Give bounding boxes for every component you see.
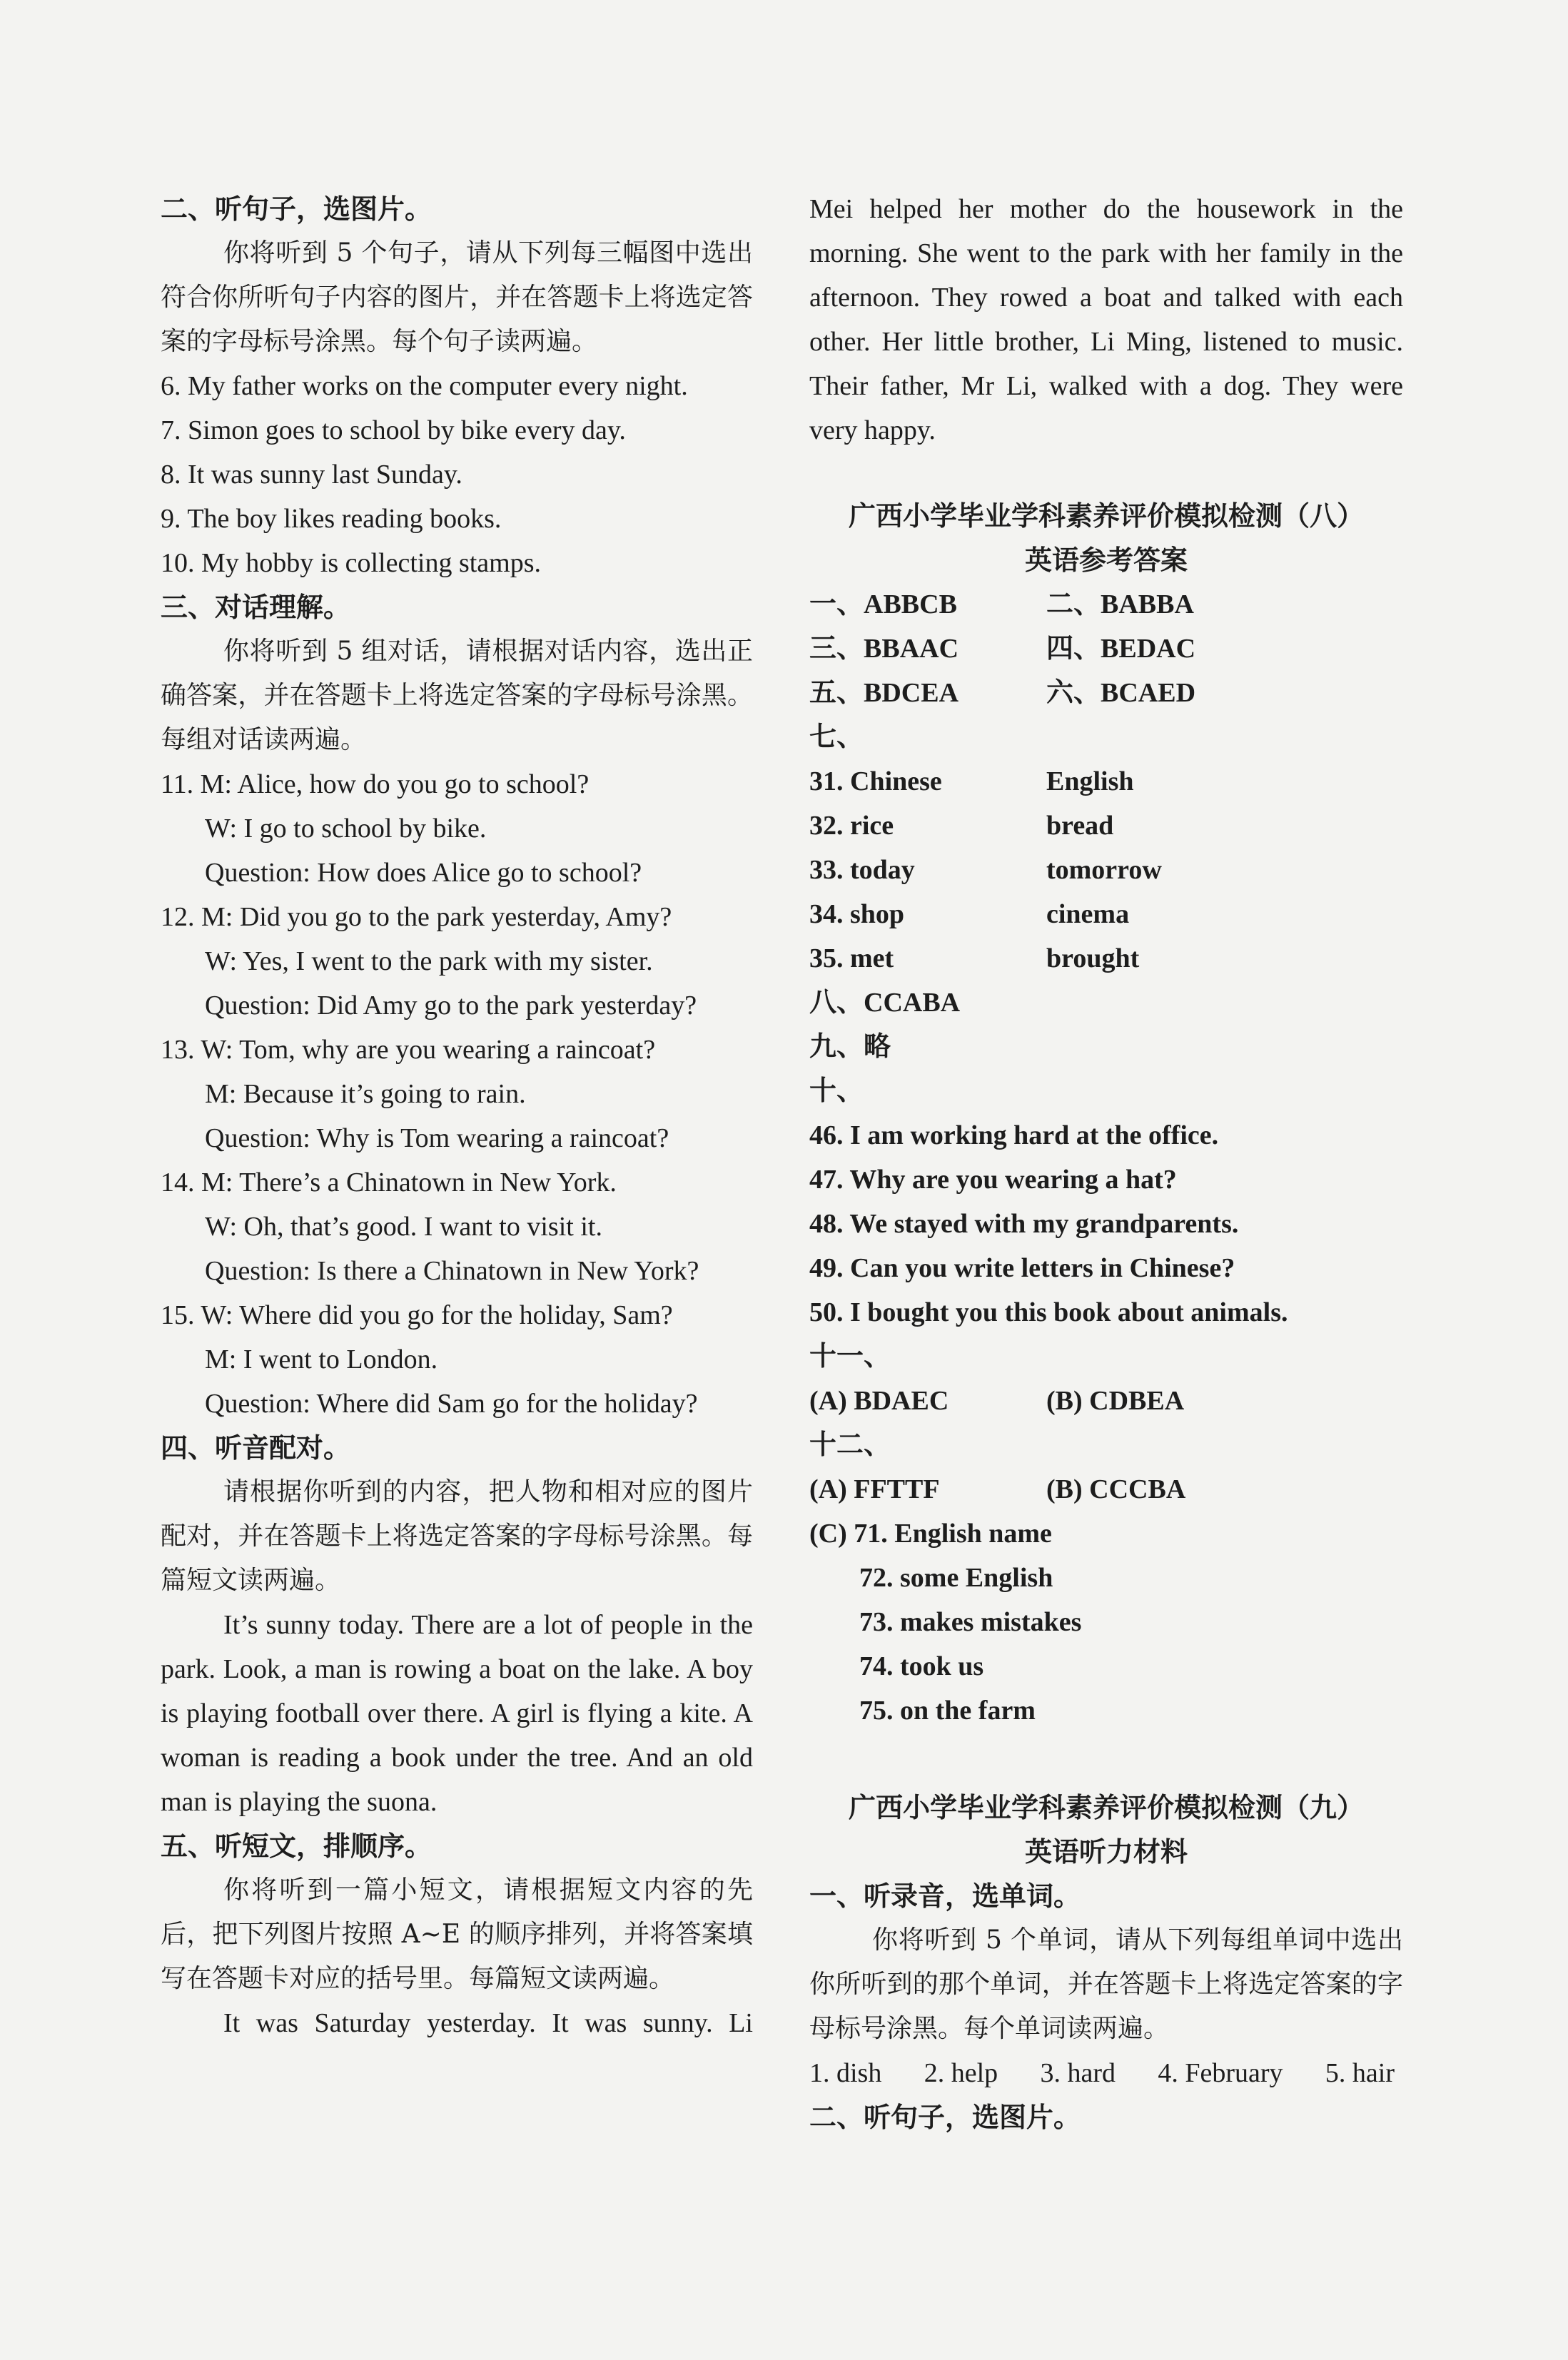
answer-cell: (B) CCCBA <box>1046 1474 1186 1504</box>
exam-title: 广西小学毕业学科素养评价模拟检测（八） <box>848 500 1364 532</box>
sentence-item: 8. It was sunny last Sunday. <box>161 460 462 490</box>
answer-cell: English <box>1046 766 1134 796</box>
answer-label <box>809 1335 1403 1379</box>
exam-subtitle: 英语参考答案 <box>1024 545 1188 576</box>
answer-label <box>809 1069 1403 1113</box>
answer-cell: 八、CCABA <box>809 988 961 1018</box>
answer-cell: 73. makes mistakes <box>859 1607 1082 1637</box>
answer-label <box>809 1423 1403 1467</box>
dialog-line: 15. W: Where did you go for the holiday, Sam? <box>161 1300 673 1330</box>
dialog-question: Question: Why is Tom wearing a raincoat? <box>205 1123 669 1153</box>
exam-subtitle: 英语听力材料 <box>1024 1836 1188 1868</box>
section-instructions: 你将听到 5 个句子，请从下列每三幅图中选出符合你所听句子内容的图片，并在答题卡上将选定答案的字母标号涂黑。每个句子读两遍。 <box>161 238 753 356</box>
answer-cell: 35. met <box>809 943 894 973</box>
answer-row <box>809 671 1403 715</box>
dialog-item <box>161 1293 753 1426</box>
answer-cell: (A) FFTTF <box>809 1474 940 1504</box>
dialog-line: W: I go to school by bike. <box>205 814 487 844</box>
answer-cell: 九、略 <box>809 1032 891 1062</box>
answer-cell: 32. rice <box>809 811 894 841</box>
word-item: 3. hard <box>1040 2058 1116 2088</box>
answer-cell: 四、BEDAC <box>1046 634 1196 664</box>
answer-cell: 六、BCAED <box>1046 678 1196 708</box>
right-column <box>809 187 1403 2139</box>
dialog-line: M: Because it’s going to rain. <box>205 1079 526 1109</box>
dialog-item <box>161 895 753 1028</box>
answer-cell: 一、ABBCB <box>809 589 957 619</box>
answer-row <box>809 892 1403 936</box>
answer-cell: brought <box>1046 943 1140 973</box>
dialog-line: 12. M: Did you go to the park yesterday, Amy? <box>161 902 672 932</box>
dialog-line: W: Oh, that’s good. I want to visit it. <box>205 1212 602 1242</box>
section-instructions: 你将听到 5 组对话，请根据对话内容，选出正确答案，并在答题卡上将选定答案的字母标号涂黑。每组对话读两遍。 <box>161 637 753 754</box>
section-instructions: 你将听到 5 个单词，请从下列每组单词中选出你所听到的那个单词，并在答题卡上将选定答案的字母标号涂黑。每个单词读两遍。 <box>809 1925 1403 2043</box>
answer-row <box>809 627 1403 671</box>
dialog-question: Question: Is there a Chinatown in New York? <box>205 1256 699 1286</box>
answer-sentence <box>809 1246 1403 1290</box>
word-item: 1. dish <box>809 2058 882 2088</box>
answer-cell: 33. today <box>809 855 915 885</box>
dialog-line: 14. M: There’s a Chinatown in New York. <box>161 1168 617 1197</box>
section-label: 十一、 <box>809 1342 891 1372</box>
word-item: 5. hair <box>1325 2058 1395 2088</box>
answer-row <box>809 804 1403 848</box>
answer-row <box>809 1511 1403 1556</box>
answer-sentence <box>809 1290 1403 1335</box>
answer-row <box>809 848 1403 892</box>
answer-cell: 二、BABBA <box>1046 589 1194 619</box>
sentence-item: 10. My hobby is collecting stamps. <box>161 548 542 578</box>
answer-cell: 31. Chinese <box>809 766 942 796</box>
listening-passage: It’s sunny today. There are a lot of people in the park. Look, a man is rowing a boat on the lake. A boy is playing football over there. A girl is flying a kite. A woman is reading a book under the tree. And an old man is playing the suona. <box>161 1610 753 1817</box>
left-column <box>161 187 753 2045</box>
answer-row <box>809 1644 1403 1688</box>
answer-row <box>809 1600 1403 1644</box>
listening-passage-continued: Mei helped her mother do the housework in the morning. She went to the park with her family in the afternoon. They rowed a boat and talked with each other. Her little brother, Li Ming, listened to music. Their father, Mr Li, walked with a dog. They were very happy. <box>809 194 1403 445</box>
answer-label <box>809 715 1403 759</box>
answer-cell: 48. We stayed with my grandparents. <box>809 1209 1239 1239</box>
answer-sentence <box>809 1202 1403 1246</box>
section-label: 十二、 <box>809 1430 891 1460</box>
answer-cell: 50. I bought you this book about animals. <box>809 1297 1288 1327</box>
word-item: 2. help <box>924 2058 998 2088</box>
answer-cell: 五、BDCEA <box>809 678 959 708</box>
sentence-item: 7. Simon goes to school by bike every day. <box>161 415 626 445</box>
dialog-line: 11. M: Alice, how do you go to school? <box>161 769 590 799</box>
answer-cell: 46. I am working hard at the office. <box>809 1120 1219 1150</box>
dialog-question: Question: Where did Sam go for the holiday? <box>205 1389 698 1419</box>
answer-sentence <box>809 1113 1403 1158</box>
sentence-item: 6. My father works on the computer every night. <box>161 371 688 401</box>
answer-row <box>809 936 1403 981</box>
answer-cell: cinema <box>1046 899 1130 929</box>
answer-cell: (A) BDAEC <box>809 1386 949 1416</box>
section-label: 七、 <box>809 722 864 752</box>
word-list <box>809 2051 1395 2095</box>
section-heading: 二、听句子，选图片。 <box>809 2102 1081 2133</box>
answer-cell: 74. took us <box>859 1651 984 1681</box>
answer-row <box>809 981 1403 1025</box>
section-heading: 四、听音配对。 <box>161 1432 351 1464</box>
answer-row <box>809 1688 1403 1733</box>
section-heading: 二、听句子，选图片。 <box>161 193 433 225</box>
answer-cell: 75. on the farm <box>859 1696 1036 1726</box>
answer-cell: 34. shop <box>809 899 905 929</box>
dialog-question: Question: Did Amy go to the park yesterday? <box>205 991 697 1021</box>
answer-cell: 49. Can you write letters in Chinese? <box>809 1253 1235 1283</box>
answer-row <box>809 1379 1403 1423</box>
answer-cell: (B) CDBEA <box>1046 1386 1185 1416</box>
answer-cell: tomorrow <box>1046 855 1162 885</box>
dialog-question: Question: How does Alice go to school? <box>205 858 642 888</box>
section-instructions: 你将听到一篇小短文，请根据短文内容的先后，把下列图片按照 A~E 的顺序排列，并将答案填写在答题卡对应的括号里。每篇短文读两遍。 <box>161 1875 753 1993</box>
section-label: 十、 <box>809 1076 864 1106</box>
answer-row <box>809 582 1403 627</box>
answer-cell: bread <box>1046 811 1114 841</box>
dialog-line: M: I went to London. <box>205 1344 438 1374</box>
word-item: 4. February <box>1158 2058 1283 2088</box>
section-heading: 三、对话理解。 <box>161 592 351 623</box>
section-heading: 一、听录音，选单词。 <box>809 1880 1081 1912</box>
answer-cell: 47. Why are you wearing a hat? <box>809 1165 1177 1195</box>
answer-cell: 三、BBAAC <box>809 634 959 664</box>
sentence-item: 9. The boy likes reading books. <box>161 504 502 534</box>
answer-cell: (C) 71. English name <box>809 1519 1052 1549</box>
dialog-line: 13. W: Tom, why are you wearing a raincoat? <box>161 1035 656 1065</box>
answer-row <box>809 1025 1403 1069</box>
listening-passage: It was Saturday yesterday. It was sunny. Li <box>223 2008 753 2038</box>
answer-sentence <box>809 1158 1403 1202</box>
answer-row <box>809 759 1403 804</box>
section-instructions: 请根据你听到的内容，把人物和相对应的图片配对，并在答题卡上将选定答案的字母标号涂黑。每篇短文读两遍。 <box>161 1477 753 1595</box>
dialog-item <box>161 1160 753 1293</box>
dialog-item <box>161 1028 753 1160</box>
dialog-item <box>161 762 753 895</box>
answer-cell: 72. some English <box>859 1563 1053 1593</box>
answer-row <box>809 1467 1403 1511</box>
dialog-line: W: Yes, I went to the park with my sister. <box>205 946 653 976</box>
exam-title: 广西小学毕业学科素养评价模拟检测（九） <box>848 1792 1364 1823</box>
section-heading: 五、听短文，排顺序。 <box>161 1830 433 1862</box>
answer-row <box>809 1556 1403 1600</box>
